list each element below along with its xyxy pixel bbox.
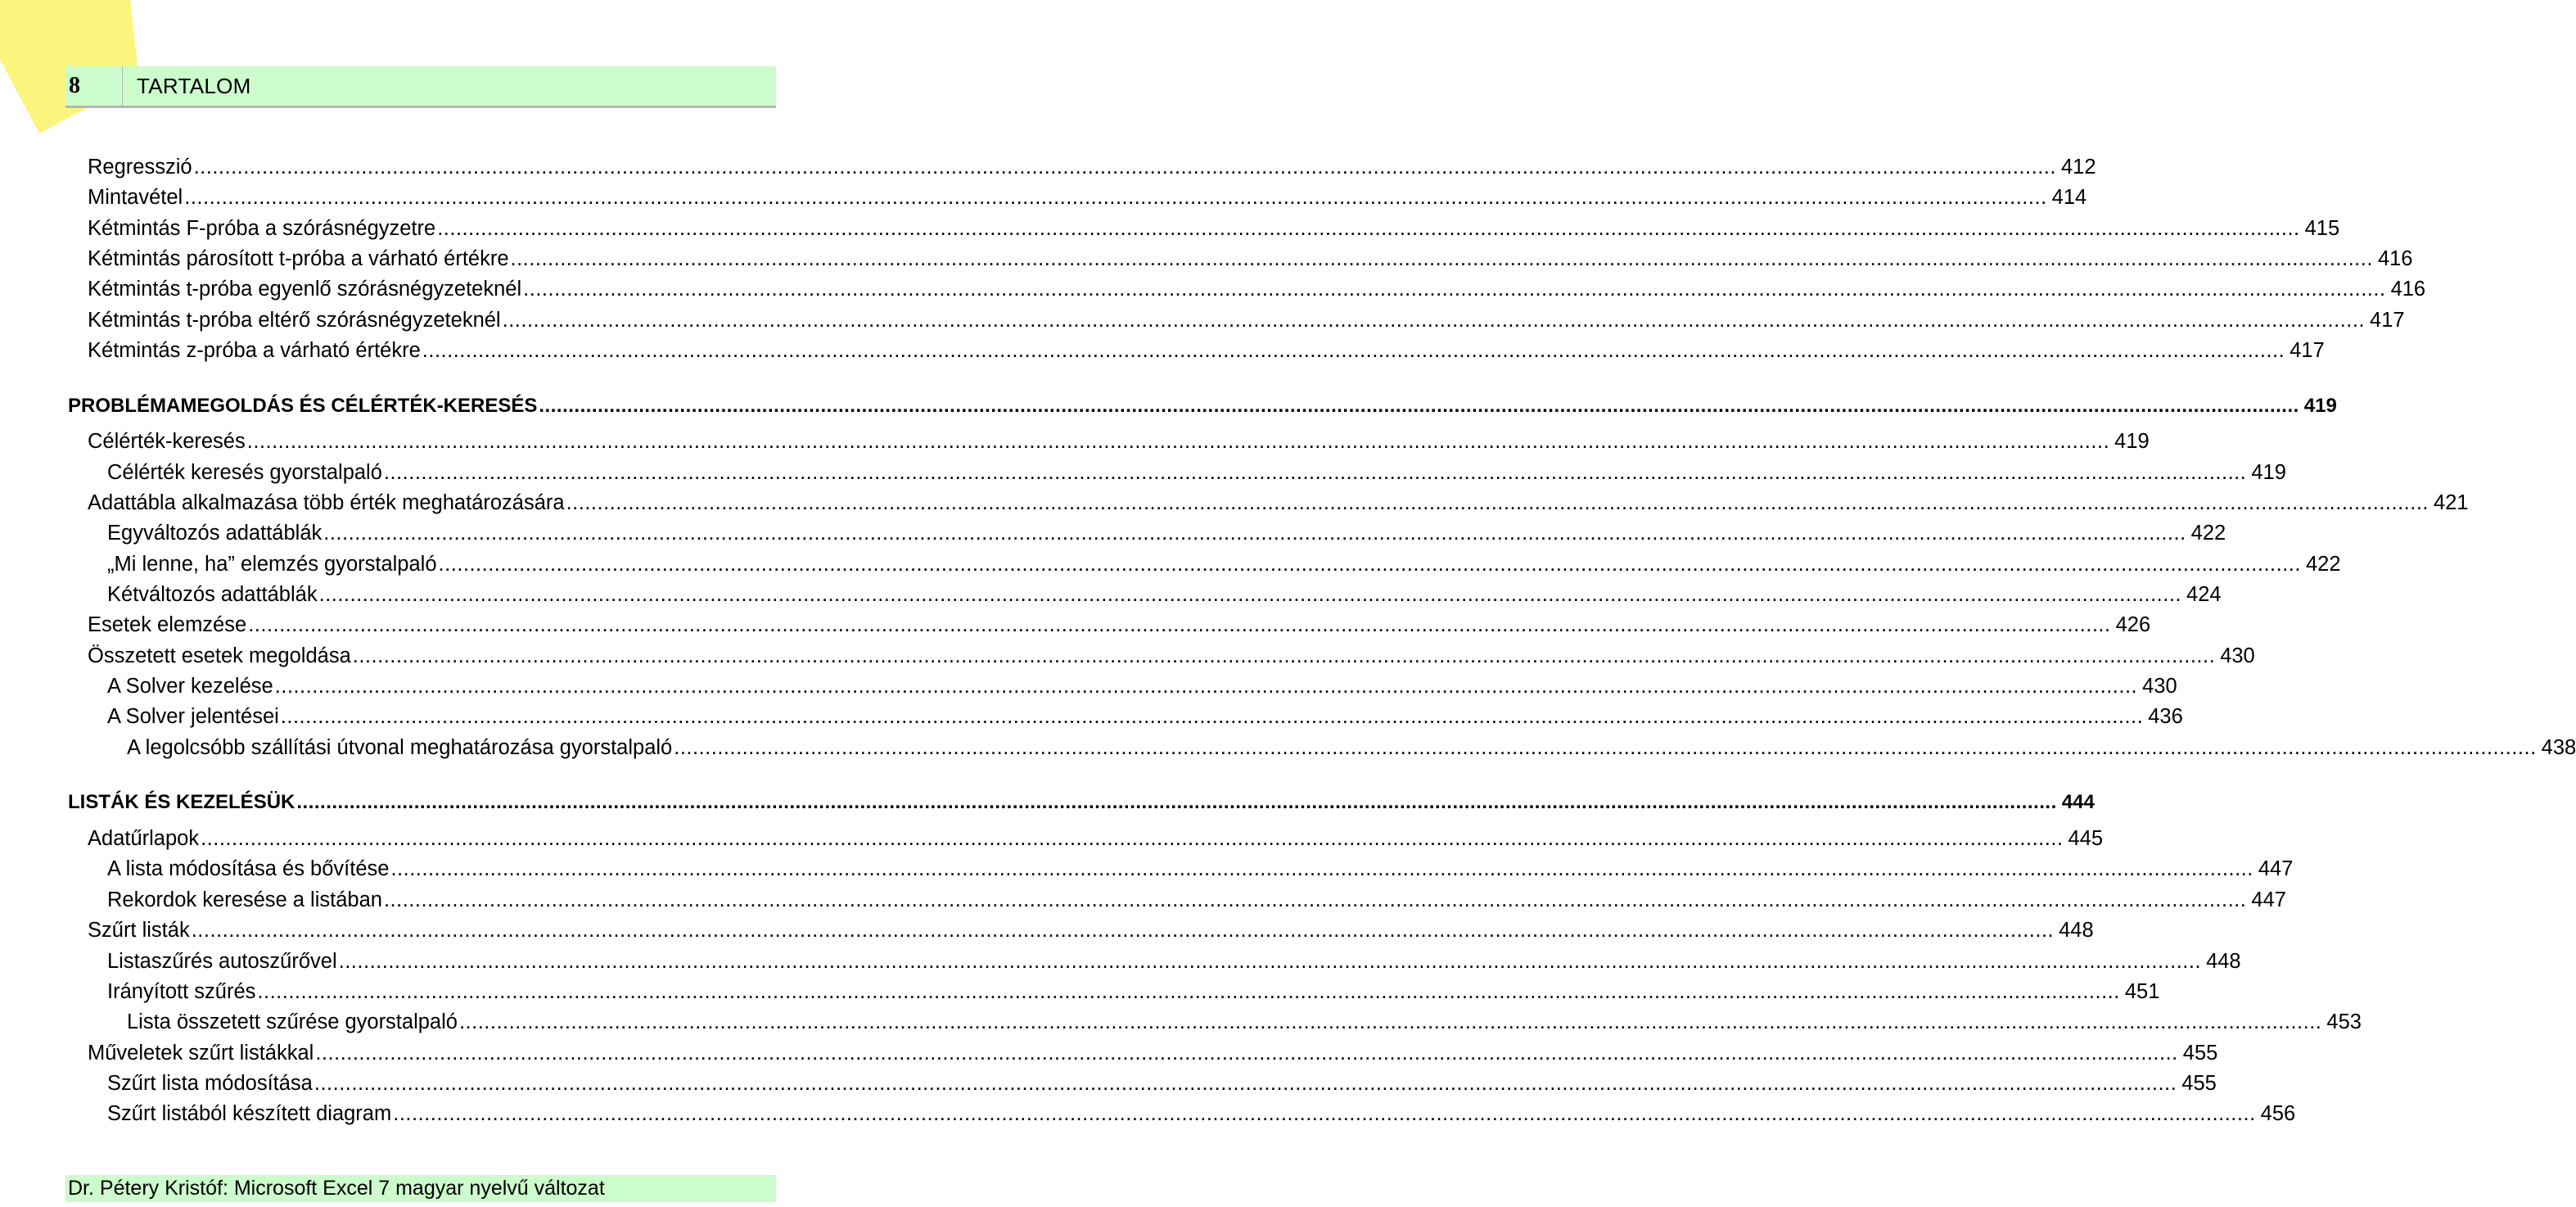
toc-entry[interactable] xyxy=(88,488,2469,518)
toc-page-number: 430 xyxy=(2142,675,2177,698)
dot-leader: ............................................................................................................................................................................................................................................................................................................ xyxy=(248,613,2111,636)
toc-entry-title: Mintavétel xyxy=(88,186,183,209)
dot-leader: ............................................................................................................................................................................................................................................................................................................ xyxy=(191,919,2055,942)
toc-page-number: 448 xyxy=(2059,919,2094,942)
dot-leader: ............................................................................................................................................................................................................................................................................................................ xyxy=(438,553,2301,576)
footer-text: Dr. Pétery Kristóf: Microsoft Excel 7 magyar nyelvű változat xyxy=(68,1177,605,1200)
toc-entry[interactable] xyxy=(88,1038,2218,1068)
page-header xyxy=(65,66,776,108)
toc-page-number: 414 xyxy=(2051,186,2087,209)
toc-page-number: 444 xyxy=(2061,791,2095,813)
toc-entry[interactable] xyxy=(88,244,2413,273)
dot-leader: ............................................................................................................................................................................................................................................................................................................ xyxy=(296,791,2057,813)
dot-leader: ............................................................................................................................................................................................................................................................................................................ xyxy=(566,491,2429,514)
dot-leader: ............................................................................................................................................................................................................................................................................................................ xyxy=(257,980,2120,1003)
toc-page-number: 416 xyxy=(2390,278,2426,301)
toc-page-number: 447 xyxy=(2251,888,2286,911)
toc-page-number: 416 xyxy=(2377,247,2413,270)
dot-leader: ............................................................................................................................................................................................................................................................................................................ xyxy=(393,1102,2256,1125)
toc-entry-title: „Mi lenne, ha” elemzés gyorstalpaló xyxy=(107,553,437,576)
toc-page-number: 455 xyxy=(2182,1042,2218,1065)
toc-entry-title: Szűrt listák xyxy=(88,919,190,942)
toc-page-number: 422 xyxy=(2305,553,2341,576)
toc-entry-title: Regresszió xyxy=(88,156,192,179)
toc-page-number: 419 xyxy=(2251,461,2286,484)
toc-entry[interactable] xyxy=(88,824,2104,853)
toc-entry[interactable] xyxy=(107,702,2183,731)
toc-page-number: 412 xyxy=(2060,156,2096,179)
toc-page-number: 436 xyxy=(2148,705,2183,728)
page-number: 8 xyxy=(65,66,123,106)
toc-entry-title: LISTÁK ÉS KEZELÉSÜK xyxy=(68,791,295,813)
toc-entry-title: Adatűrlapok xyxy=(88,827,200,850)
toc-entry-title: Kétmintás párosított t-próba a várható értékre xyxy=(88,247,509,270)
toc-entry-title: Összetett esetek megoldása xyxy=(88,644,351,667)
toc-page-number: 430 xyxy=(2220,644,2255,667)
toc-page-number: 417 xyxy=(2290,339,2325,362)
toc-page-number: 426 xyxy=(2115,613,2151,636)
toc-entry-title: Műveletek szűrt listákkal xyxy=(88,1042,314,1065)
toc-page-number: 438 xyxy=(2541,736,2576,759)
toc-entry-title: Kétmintás t-próba egyenlő szórásnégyzeteknél xyxy=(88,278,522,301)
toc-entry[interactable] xyxy=(127,733,2576,762)
toc-page-number: 421 xyxy=(2434,491,2469,514)
toc-entry-title: Rekordok keresése a listában xyxy=(107,888,382,911)
toc-entry[interactable] xyxy=(88,915,2094,945)
toc-entry-title: Lista összetett szűrése gyorstalpaló xyxy=(127,1010,458,1033)
toc-entry[interactable] xyxy=(107,458,2286,487)
dot-leader: ............................................................................................................................................................................................................................................................................................................ xyxy=(352,644,2216,667)
toc-entry[interactable] xyxy=(107,671,2177,701)
toc-entry[interactable] xyxy=(88,305,2405,335)
toc-entry-title: Esetek elemzése xyxy=(88,613,247,636)
toc-entry-title: Egyváltozós adattáblák xyxy=(107,522,323,545)
toc-page-number: 419 xyxy=(2114,430,2150,453)
toc-page-number: 451 xyxy=(2124,980,2160,1003)
toc-entry[interactable] xyxy=(107,1099,2296,1128)
dot-leader: ............................................................................................................................................................................................................................................................................................................ xyxy=(246,430,2110,453)
page-title: TARTALOM xyxy=(137,73,251,98)
toc-page-number: 419 xyxy=(2303,395,2337,417)
toc-page-number: 456 xyxy=(2260,1102,2296,1125)
toc-entry-title: PROBLÉMAMEGOLDÁS ÉS CÉLÉRTÉK-KERESÉS xyxy=(68,395,538,417)
dot-leader: ............................................................................................................................................................................................................................................................................................................ xyxy=(523,278,2386,301)
toc-page-number: 455 xyxy=(2181,1072,2217,1095)
dot-leader: ............................................................................................................................................................................................................................................................................................................ xyxy=(338,950,2202,973)
toc-entry[interactable] xyxy=(127,1007,2362,1037)
dot-leader: ............................................................................................................................................................................................................................................................................................................ xyxy=(539,395,2299,417)
dot-leader: ............................................................................................................................................................................................................................................................................................................ xyxy=(193,156,2056,179)
toc-entry[interactable] xyxy=(107,1069,2217,1098)
toc-entry-title: A Solver kezelése xyxy=(107,675,273,698)
toc-entry-title: Célérték keresés gyorstalpaló xyxy=(107,461,382,484)
toc-entry[interactable] xyxy=(88,152,2096,182)
toc-entry[interactable] xyxy=(107,885,2286,915)
toc-page-number: 424 xyxy=(2186,583,2222,606)
toc-chapter-entry[interactable] xyxy=(68,391,2337,421)
dot-leader: ............................................................................................................................................................................................................................................................................................................ xyxy=(674,736,2537,759)
toc-page-number: 447 xyxy=(2258,857,2294,880)
toc-page-number: 417 xyxy=(2370,309,2405,332)
toc-entry-title: A lista módosítása és bővítése xyxy=(107,857,390,880)
dot-leader: ............................................................................................................................................................................................................................................................................................................ xyxy=(458,1010,2322,1033)
dot-leader: ............................................................................................................................................................................................................................................................................................................ xyxy=(314,1072,2177,1095)
toc-page-number: 453 xyxy=(2326,1010,2362,1033)
toc-entry[interactable] xyxy=(107,549,2341,579)
toc-entry[interactable] xyxy=(107,947,2241,976)
toc-entry[interactable] xyxy=(88,610,2151,640)
dot-leader: ............................................................................................................................................................................................................................................................................................................ xyxy=(184,186,2047,209)
toc-entry-title: Szűrt lista módosítása xyxy=(107,1072,313,1095)
toc-page-number: 422 xyxy=(2190,522,2226,545)
dot-leader: ............................................................................................................................................................................................................................................................................................................ xyxy=(280,705,2144,728)
toc-entry[interactable] xyxy=(107,518,2226,548)
toc-entry[interactable] xyxy=(88,214,2340,243)
dot-leader: ............................................................................................................................................................................................................................................................................................................ xyxy=(510,247,2373,270)
dot-leader: ............................................................................................................................................................................................................................................................................................................ xyxy=(390,857,2253,880)
toc-page-number: 448 xyxy=(2206,950,2241,973)
toc-entry-title: A legolcsóbb szállítási útvonal meghatározása gyorstalpaló xyxy=(127,736,673,759)
dot-leader: ............................................................................................................................................................................................................................................................................................................ xyxy=(201,827,2064,850)
toc-entry-title: Kétmintás F-próba a szórásnégyzetre xyxy=(88,217,436,240)
dot-leader: ............................................................................................................................................................................................................................................................................................................ xyxy=(323,522,2186,545)
dot-leader: ............................................................................................................................................................................................................................................................................................................ xyxy=(383,888,2247,911)
toc-page-number: 415 xyxy=(2304,217,2340,240)
toc-page-number: 445 xyxy=(2068,827,2104,850)
dot-leader: ............................................................................................................................................................................................................................................................................................................ xyxy=(318,583,2182,606)
toc-entry[interactable] xyxy=(88,336,2325,365)
toc-entry-title: Kétmintás z-próba a várható értékre xyxy=(88,339,421,362)
toc-chapter-entry[interactable] xyxy=(68,788,2095,817)
dot-leader: ............................................................................................................................................................................................................................................................................................................ xyxy=(315,1042,2178,1065)
toc-entry-title: Listaszűrés autoszűrővel xyxy=(107,950,337,973)
dot-leader: ............................................................................................................................................................................................................................................................................................................ xyxy=(274,675,2138,698)
toc-entry-title: Adattábla alkalmazása több érték meghatározására xyxy=(88,491,565,514)
toc-entry-title: Kétváltozós adattáblák xyxy=(107,583,318,606)
dot-leader: ............................................................................................................................................................................................................................................................................................................ xyxy=(422,339,2285,362)
toc-entry[interactable] xyxy=(88,427,2150,456)
page-footer xyxy=(65,1175,776,1202)
toc-entry-title: A Solver jelentései xyxy=(107,705,279,728)
toc-entry[interactable] xyxy=(107,977,2160,1006)
toc-entry[interactable] xyxy=(107,580,2222,609)
dot-leader: ............................................................................................................................................................................................................................................................................................................ xyxy=(502,309,2366,332)
toc-entry[interactable] xyxy=(88,641,2255,671)
toc-entry[interactable] xyxy=(88,183,2087,212)
dot-leader: ............................................................................................................................................................................................................................................................................................................ xyxy=(383,461,2247,484)
toc-entry[interactable] xyxy=(107,854,2294,884)
dot-leader: ............................................................................................................................................................................................................................................................................................................ xyxy=(437,217,2300,240)
toc-entry-title: Szűrt listából készített diagram xyxy=(107,1102,392,1125)
toc-entry-title: Irányított szűrés xyxy=(107,980,256,1003)
toc-entry-title: Kétmintás t-próba eltérő szórásnégyzeteknél xyxy=(88,309,501,332)
toc-entry[interactable] xyxy=(88,274,2426,304)
toc-entry-title: Célérték-keresés xyxy=(88,430,246,453)
